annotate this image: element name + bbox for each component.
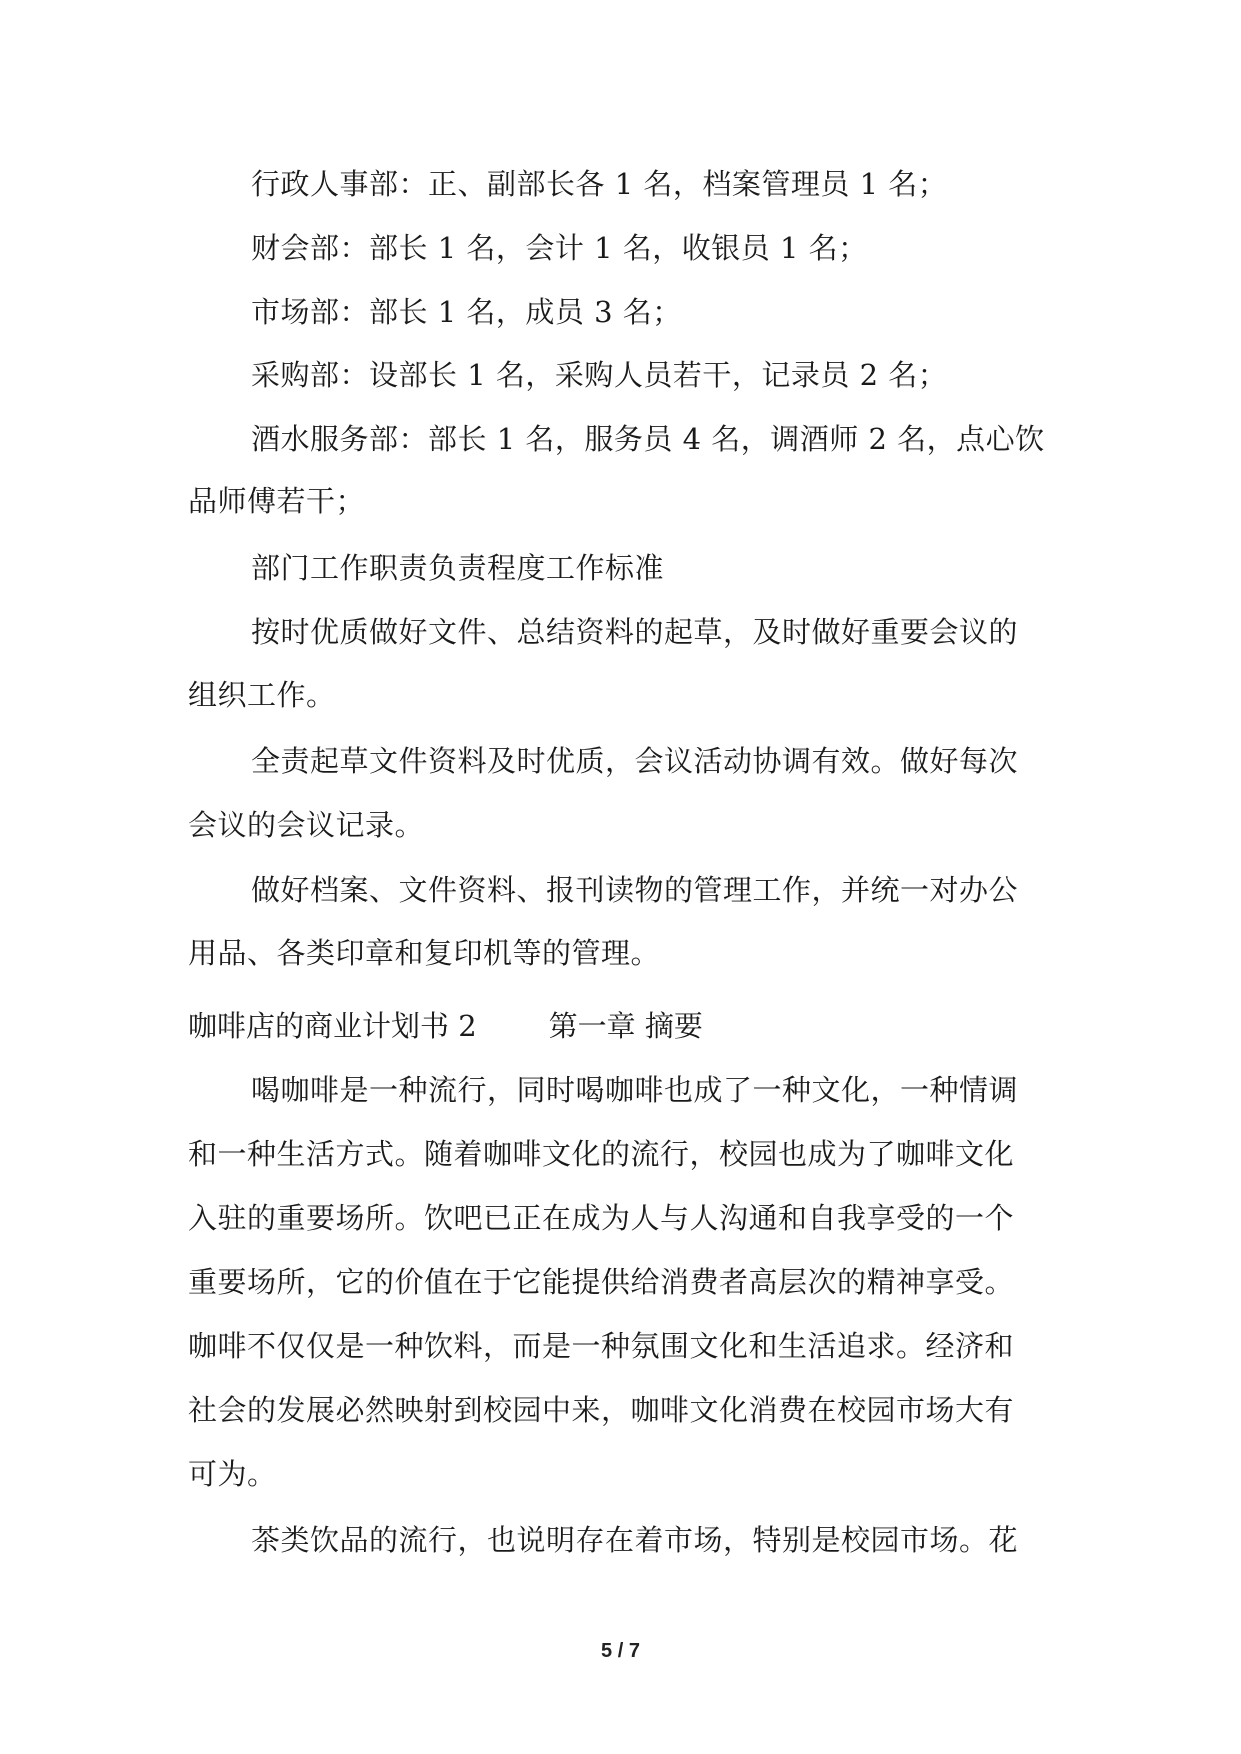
staffing-line-marketing: 市场部：部长 1 名，成员 3 名；	[251, 295, 682, 329]
duty-paragraph-line: 组织工作。	[188, 678, 336, 712]
summary-paragraph-line: 喝咖啡是一种流行，同时喝咖啡也成了一种文化，一种情调	[251, 1073, 1019, 1107]
staffing-line-beverage: 酒水服务部：部长 1 名，服务员 4 名，调酒师 2 名，点心饮	[251, 422, 1045, 456]
duty-paragraph-line: 会议的会议记录。	[188, 808, 425, 842]
duty-paragraph-line: 按时优质做好文件、总结资料的起草，及时做好重要会议的	[251, 615, 1019, 649]
staffing-line-beverage-cont: 品师傅若干；	[188, 484, 366, 518]
summary-paragraph-line: 咖啡不仅仅是一种饮料，而是一种氛围文化和生活追求。经济和	[188, 1329, 1015, 1363]
staffing-line-admin: 行政人事部：正、副部长各 1 名，档案管理员 1 名；	[251, 167, 948, 201]
page-number: 5 / 7	[601, 1640, 640, 1662]
summary-paragraph-line: 茶类饮品的流行，也说明存在着市场，特别是校园市场。花	[251, 1523, 1019, 1557]
section-title: 咖啡店的商业计划书 2	[188, 1009, 477, 1043]
summary-paragraph-line: 入驻的重要场所。饮吧已正在成为人与人沟通和自我享受的一个	[188, 1201, 1015, 1235]
summary-paragraph-line: 和一种生活方式。随着咖啡文化的流行，校园也成为了咖啡文化	[188, 1137, 1015, 1171]
summary-paragraph-line: 重要场所，它的价值在于它能提供给消费者高层次的精神享受。	[188, 1265, 1015, 1299]
section-heading	[188, 1006, 703, 1046]
staffing-line-finance: 财会部：部长 1 名，会计 1 名，收银员 1 名；	[251, 231, 868, 265]
summary-paragraph-line: 社会的发展必然映射到校园中来，咖啡文化消费在校园市场大有	[188, 1393, 1015, 1427]
duty-paragraph-line: 做好档案、文件资料、报刊读物的管理工作，并统一对办公	[251, 873, 1019, 907]
staffing-line-purchasing: 采购部：设部长 1 名，采购人员若干，记录员 2 名；	[251, 358, 948, 392]
chapter-title: 第一章 摘要	[548, 1009, 703, 1043]
summary-paragraph-line: 可为。	[188, 1457, 277, 1491]
duty-paragraph-line: 用品、各类印章和复印机等的管理。	[188, 936, 661, 970]
duty-paragraph-line: 全责起草文件资料及时优质，会议活动协调有效。做好每次	[251, 744, 1019, 778]
duties-header: 部门工作职责负责程度工作标准	[251, 551, 665, 585]
